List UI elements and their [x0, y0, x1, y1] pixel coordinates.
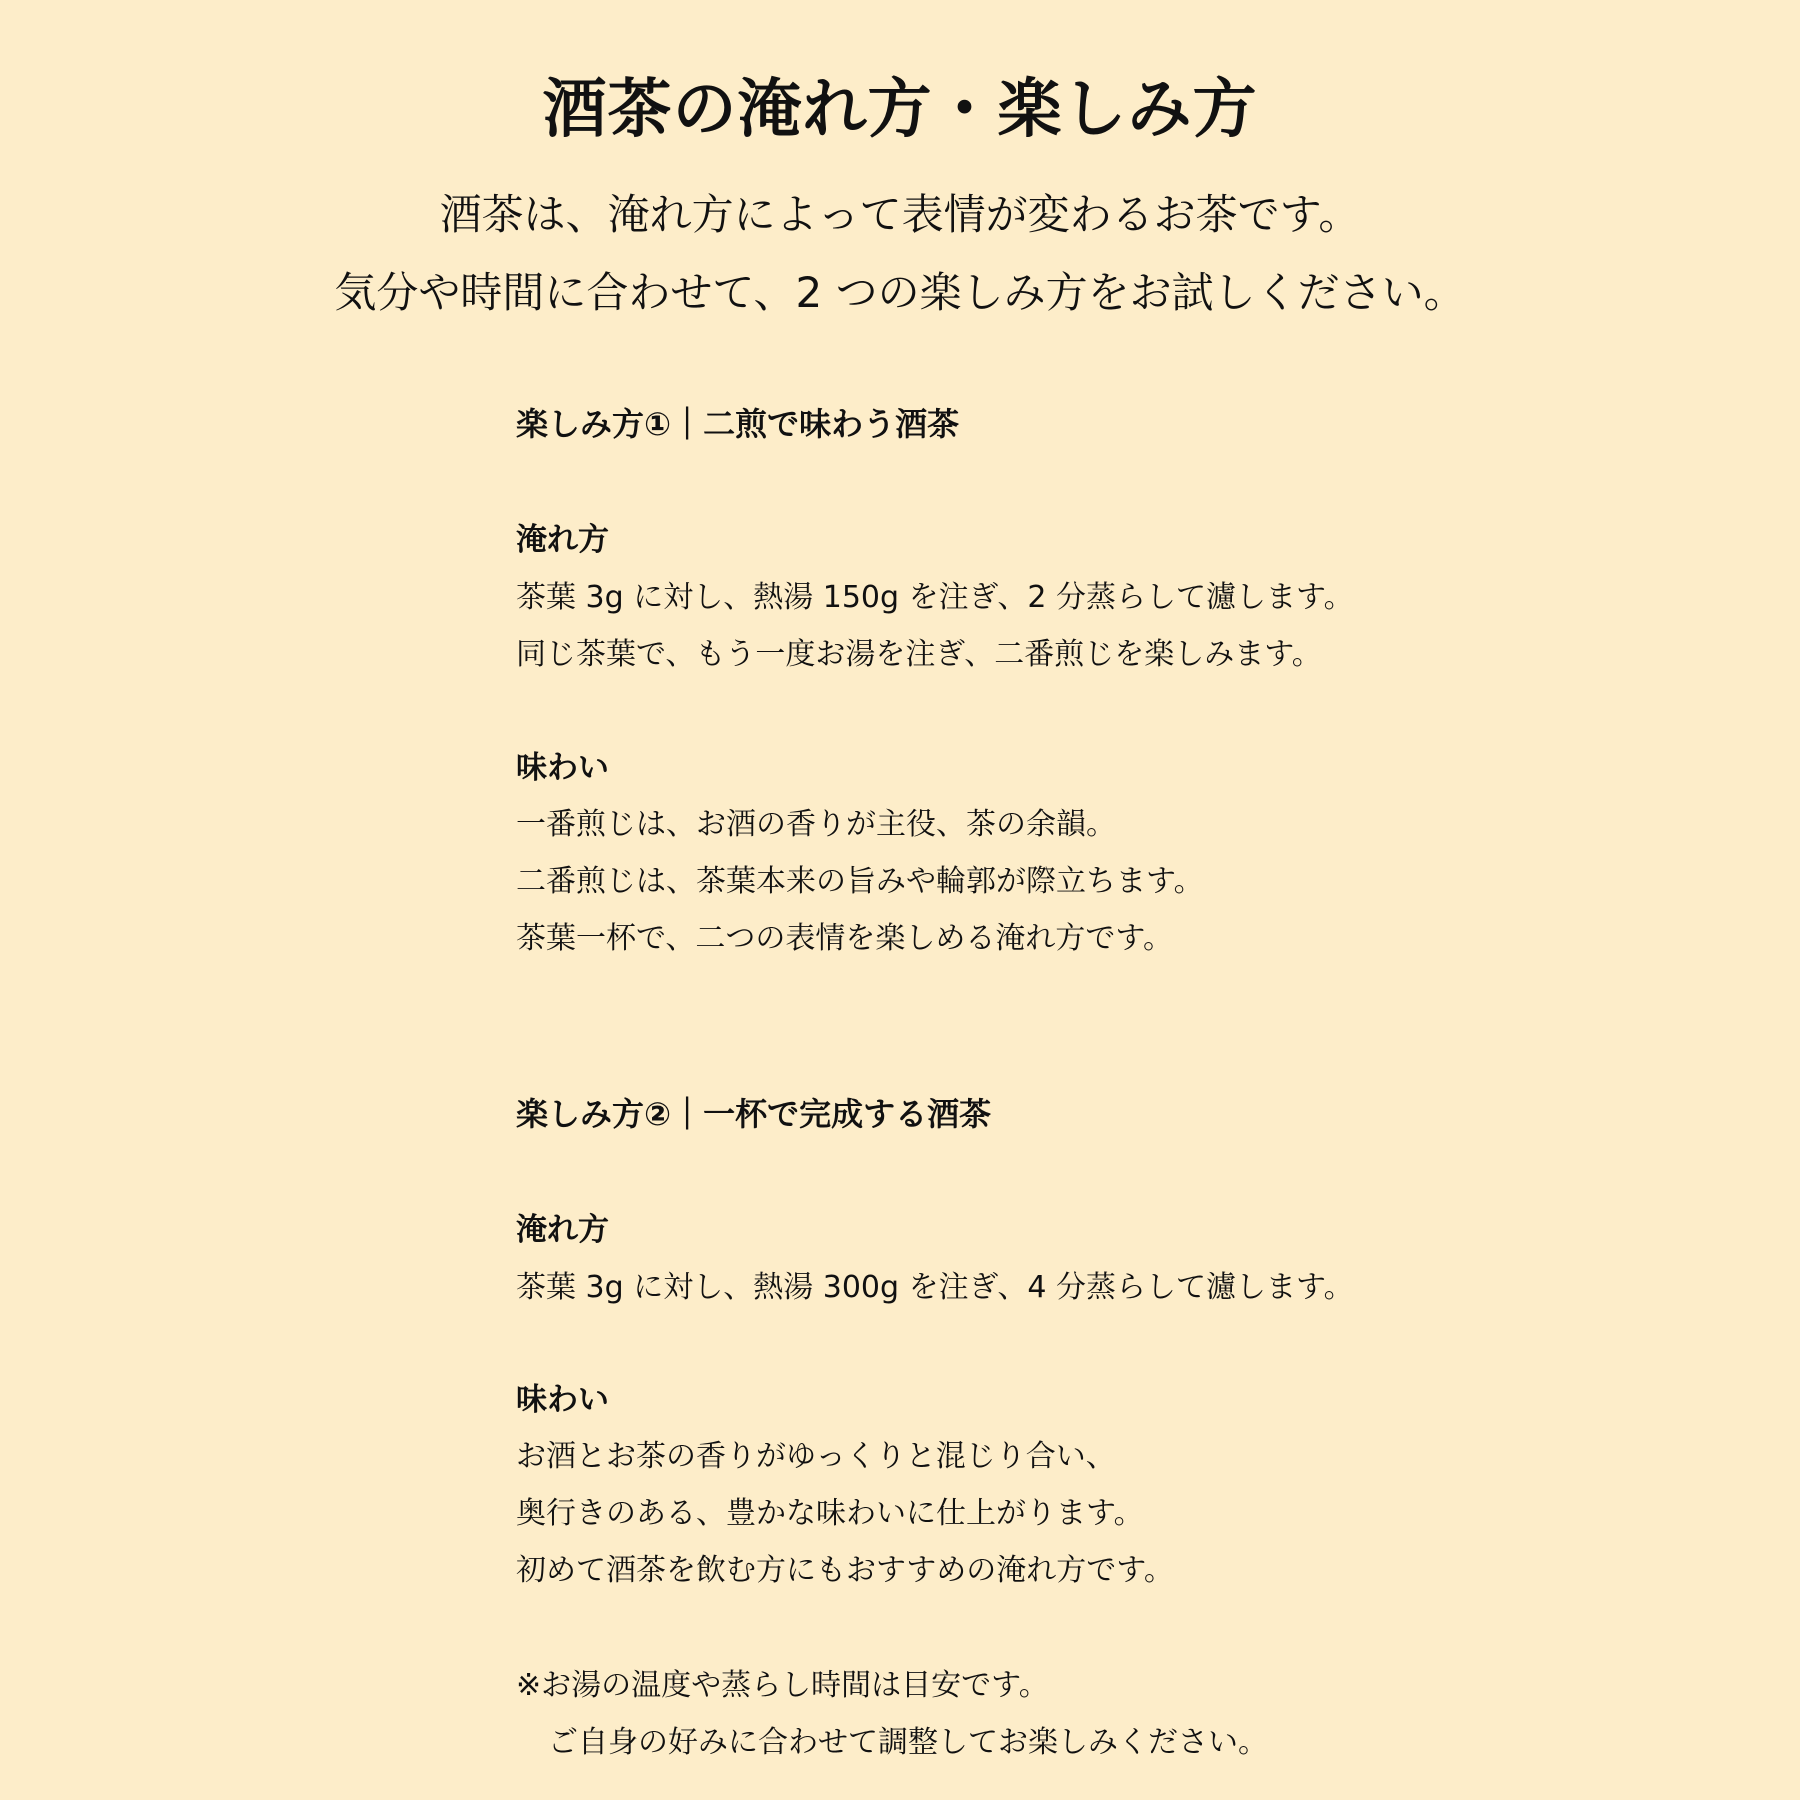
section-2-brew-text [516, 1259, 1354, 1316]
taste-line: 茶葉一杯で、二つの表情を楽しめる淹れ方です。 [516, 921, 1173, 956]
section-2-brew-heading: 淹れ方 [516, 1212, 609, 1248]
page-title: 酒茶の淹れ方・楽しみ方 [542, 73, 1258, 147]
brew-line: 同じ茶葉で、もう一度お湯を注ぎ、二番煎じを楽しみます。 [516, 637, 1322, 672]
section-2-title: 楽しみ方②｜一杯で完成する酒茶 [516, 1095, 992, 1133]
section-1-brew-text [516, 569, 1354, 683]
intro-line: 酒茶は、淹れ方によって表情が変わるお茶です。 [439, 190, 1361, 239]
taste-line: 一番煎じは、お酒の香りが主役、茶の余韻。 [516, 807, 1116, 842]
taste-line: 初めて酒茶を飲む方にもおすすめの淹れ方です。 [516, 1553, 1174, 1588]
section-1-taste-heading: 味わい [516, 750, 609, 786]
brew-line: 茶葉 3g に対し、熱湯 150g を注ぎ、2 分蒸らして濾します。 [516, 580, 1354, 615]
section-1-taste-text [516, 796, 1204, 967]
intro-text [0, 176, 1800, 332]
note [516, 1657, 1268, 1771]
section-2-taste-heading: 味わい [516, 1382, 609, 1418]
section-2-taste-text [516, 1428, 1174, 1599]
section-1-title: 楽しみ方①｜二煎で味わう酒茶 [516, 405, 960, 443]
note-line: ご自身の好みに合わせて調整してお楽しみください。 [548, 1725, 1268, 1760]
taste-line: 二番煎じは、茶葉本来の旨みや輪郭が際立ちます。 [516, 864, 1204, 899]
note-line: ※お湯の温度や蒸らし時間は目安です。 [516, 1668, 1049, 1703]
taste-line: お酒とお茶の香りがゆっくりと混じり合い、 [516, 1439, 1116, 1474]
brew-line: 茶葉 3g に対し、熱湯 300g を注ぎ、4 分蒸らして濾します。 [516, 1270, 1354, 1305]
taste-line: 奥行きのある、豊かな味わいに仕上がります。 [516, 1496, 1144, 1531]
section-1-brew-heading: 淹れ方 [516, 522, 609, 558]
intro-line: 気分や時間に合わせて、2 つの楽しみ方をお試しください。 [334, 268, 1466, 317]
